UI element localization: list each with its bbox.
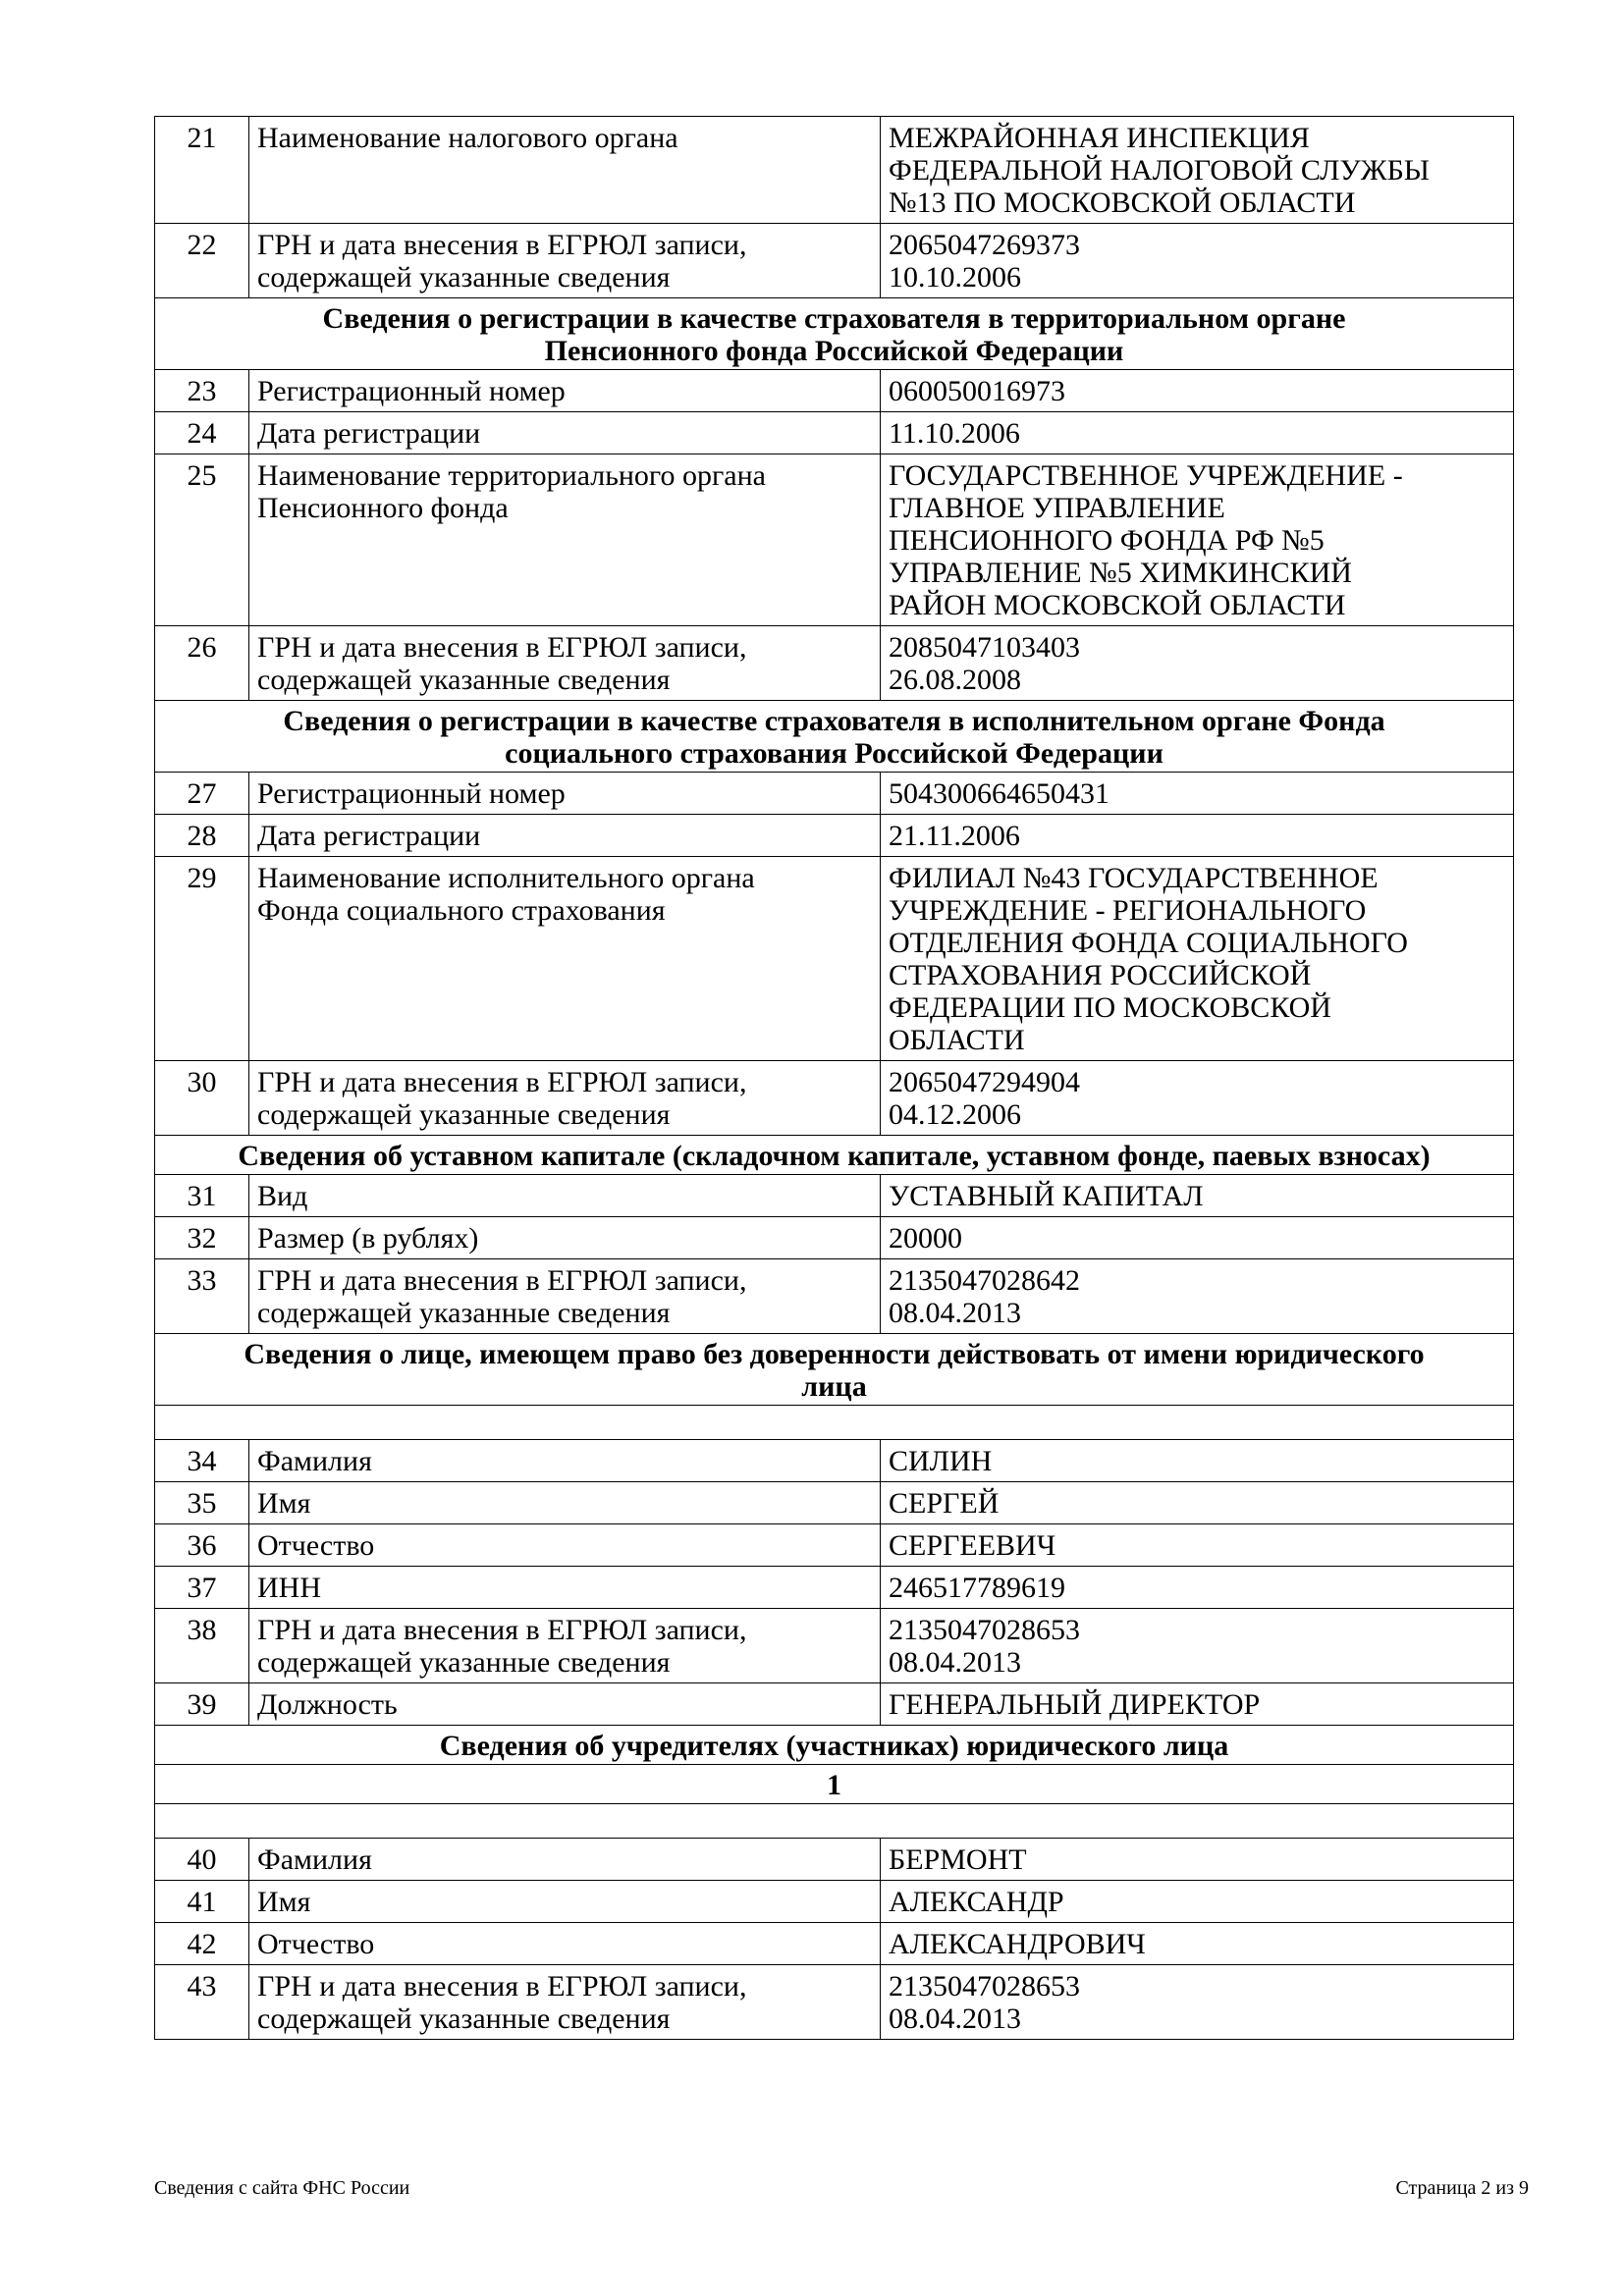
row-value: АЛЕКСАНДРОВИЧ	[881, 1923, 1514, 1965]
section-header-row	[155, 1136, 1514, 1175]
section-header-row	[155, 1334, 1514, 1406]
table-row	[155, 454, 1514, 626]
table-row	[155, 412, 1514, 454]
row-label: ГРН и дата внесения в ЕГРЮЛ записи, содержащей указанные сведения	[249, 1965, 881, 2040]
table-row	[155, 857, 1514, 1061]
row-value: ГОСУДАРСТВЕННОЕ УЧРЕЖДЕНИЕ - ГЛАВНОЕ УПРАВЛЕНИЕ ПЕНСИОННОГО ФОНДА РФ №5 УПРАВЛЕНИЕ №5 ХИМКИНСКИЙ РАЙОН МОСКОВСКОЙ ОБЛАСТИ	[881, 454, 1514, 626]
row-value: 21.11.2006	[881, 815, 1514, 857]
section-header: Сведения об уставном капитале (складочном капитале, уставном фонде, паевых взносах)	[155, 1136, 1514, 1175]
section-header: Сведения о лице, имеющем право без доверенности действовать от имени юридического лица	[155, 1334, 1514, 1406]
row-label: Имя	[249, 1482, 881, 1524]
blank-cell	[155, 1804, 1514, 1839]
row-number: 33	[155, 1259, 249, 1334]
row-number: 31	[155, 1175, 249, 1217]
row-number: 22	[155, 224, 249, 298]
row-value: УСТАВНЫЙ КАПИТАЛ	[881, 1175, 1514, 1217]
row-value: АЛЕКСАНДР	[881, 1881, 1514, 1923]
row-value: БЕРМОНТ	[881, 1839, 1514, 1881]
table-row	[155, 1683, 1514, 1726]
row-label: Фамилия	[249, 1839, 881, 1881]
row-value: 11.10.2006	[881, 412, 1514, 454]
row-label: ИНН	[249, 1567, 881, 1609]
row-label: ГРН и дата внесения в ЕГРЮЛ записи, содержащей указанные сведения	[249, 1061, 881, 1136]
table-row	[155, 1965, 1514, 2040]
row-value: 2135047028642 08.04.2013	[881, 1259, 1514, 1334]
row-label: Отчество	[249, 1524, 881, 1567]
row-number: 21	[155, 117, 249, 224]
row-value: 2135047028653 08.04.2013	[881, 1609, 1514, 1683]
row-number: 26	[155, 626, 249, 701]
row-value: 504300664650431	[881, 773, 1514, 815]
row-number: 34	[155, 1440, 249, 1482]
section-header-row	[155, 298, 1514, 370]
table-row	[155, 370, 1514, 412]
egrul-extract-table	[154, 116, 1514, 2040]
row-value: МЕЖРАЙОННАЯ ИНСПЕКЦИЯ ФЕДЕРАЛЬНОЙ НАЛОГОВОЙ СЛУЖБЫ №13 ПО МОСКОВСКОЙ ОБЛАСТИ	[881, 117, 1514, 224]
table-row	[155, 1440, 1514, 1482]
section-header: 1	[155, 1765, 1514, 1804]
table-row	[155, 773, 1514, 815]
row-label: Дата регистрации	[249, 815, 881, 857]
blank-cell	[155, 1406, 1514, 1440]
row-value: СЕРГЕЙ	[881, 1482, 1514, 1524]
row-label: Отчество	[249, 1923, 881, 1965]
table-row	[155, 1923, 1514, 1965]
row-number: 41	[155, 1881, 249, 1923]
blank-row	[155, 1406, 1514, 1440]
row-label: Вид	[249, 1175, 881, 1217]
table-row	[155, 1881, 1514, 1923]
row-label: Должность	[249, 1683, 881, 1726]
row-number: 32	[155, 1217, 249, 1259]
row-value: 20000	[881, 1217, 1514, 1259]
blank-row	[155, 1804, 1514, 1839]
row-number: 25	[155, 454, 249, 626]
row-number: 42	[155, 1923, 249, 1965]
row-label: Имя	[249, 1881, 881, 1923]
table-row	[155, 117, 1514, 224]
row-value: 2065047294904 04.12.2006	[881, 1061, 1514, 1136]
row-value: СИЛИН	[881, 1440, 1514, 1482]
row-number: 39	[155, 1683, 249, 1726]
row-label: Дата регистрации	[249, 412, 881, 454]
row-value: 2085047103403 26.08.2008	[881, 626, 1514, 701]
row-number: 27	[155, 773, 249, 815]
table-row	[155, 1567, 1514, 1609]
row-value: 060050016973	[881, 370, 1514, 412]
row-label: Наименование налогового органа	[249, 117, 881, 224]
row-label: ГРН и дата внесения в ЕГРЮЛ записи, содержащей указанные сведения	[249, 1259, 881, 1334]
row-number: 29	[155, 857, 249, 1061]
table-row	[155, 224, 1514, 298]
row-number: 30	[155, 1061, 249, 1136]
row-label: Наименование исполнительного органа Фонда социального страхования	[249, 857, 881, 1061]
table-row	[155, 1609, 1514, 1683]
row-number: 23	[155, 370, 249, 412]
row-number: 40	[155, 1839, 249, 1881]
table-row	[155, 1175, 1514, 1217]
footer-source: Сведения с сайта ФНС России	[154, 2177, 410, 2199]
row-value: 2065047269373 10.10.2006	[881, 224, 1514, 298]
section-header-row	[155, 701, 1514, 773]
row-number: 28	[155, 815, 249, 857]
row-number: 35	[155, 1482, 249, 1524]
footer-page-number: Страница 2 из 9	[1395, 2177, 1529, 2199]
table-row	[155, 1217, 1514, 1259]
table-row	[155, 1839, 1514, 1881]
row-number: 37	[155, 1567, 249, 1609]
table-row	[155, 626, 1514, 701]
row-label: Регистрационный номер	[249, 773, 881, 815]
section-header: Сведения о регистрации в качестве страхователя в исполнительном органе Фонда социального страхования Российской Федерации	[155, 701, 1514, 773]
section-header: Сведения об учредителях (участниках) юридического лица	[155, 1726, 1514, 1765]
row-label: Наименование территориального органа Пенсионного фонда	[249, 454, 881, 626]
section-header-row	[155, 1765, 1514, 1804]
table-row	[155, 1482, 1514, 1524]
row-number: 38	[155, 1609, 249, 1683]
egrul-table-body	[155, 117, 1514, 2040]
row-value: СЕРГЕЕВИЧ	[881, 1524, 1514, 1567]
row-label: Фамилия	[249, 1440, 881, 1482]
row-label: Размер (в рублях)	[249, 1217, 881, 1259]
row-number: 36	[155, 1524, 249, 1567]
row-label: ГРН и дата внесения в ЕГРЮЛ записи, содержащей указанные сведения	[249, 626, 881, 701]
row-value: 2135047028653 08.04.2013	[881, 1965, 1514, 2040]
row-number: 43	[155, 1965, 249, 2040]
row-label: Регистрационный номер	[249, 370, 881, 412]
row-value: 246517789619	[881, 1567, 1514, 1609]
row-value: ФИЛИАЛ №43 ГОСУДАРСТВЕННОЕ УЧРЕЖДЕНИЕ - РЕГИОНАЛЬНОГО ОТДЕЛЕНИЯ ФОНДА СОЦИАЛЬНОГО СТРАХОВАНИЯ РОССИЙСКОЙ ФЕДЕРАЦИИ ПО МОСКОВСКОЙ ОБЛАСТИ	[881, 857, 1514, 1061]
row-value: ГЕНЕРАЛЬНЫЙ ДИРЕКТОР	[881, 1683, 1514, 1726]
row-label: ГРН и дата внесения в ЕГРЮЛ записи, содержащей указанные сведения	[249, 224, 881, 298]
section-header-row	[155, 1726, 1514, 1765]
table-row	[155, 1524, 1514, 1567]
section-header: Сведения о регистрации в качестве страхователя в территориальном органе Пенсионного фонда Российской Федерации	[155, 298, 1514, 370]
table-row	[155, 815, 1514, 857]
row-label: ГРН и дата внесения в ЕГРЮЛ записи, содержащей указанные сведения	[249, 1609, 881, 1683]
row-number: 24	[155, 412, 249, 454]
table-row	[155, 1061, 1514, 1136]
table-row	[155, 1259, 1514, 1334]
